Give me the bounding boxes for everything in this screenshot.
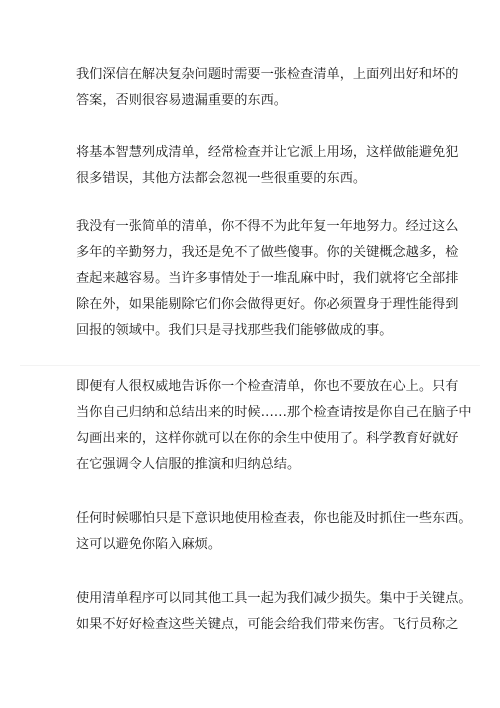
text-line: 即便有人很权威地告诉你一个检查清单，你也不要放在心上。只有 (76, 379, 459, 394)
text-line: 多年的辛勤努力，我还是免不了做些傻事。你的关键概念越多，检 (76, 245, 459, 260)
page-divider (20, 365, 480, 366)
paragraph-4 (76, 374, 472, 478)
paragraph-6 (76, 586, 472, 638)
text-line: 使用清单程序可以同其他工具一起为我们减少损失。集中于关键点。 (76, 591, 472, 606)
text-line: 我没有一张简单的清单，你不得不为此年复一年地努力。经过这么 (76, 219, 459, 234)
text-line: 除在外，如果能剔除它们你会做得更好。你必须置身于理性能得到 (76, 297, 459, 312)
paragraph-1 (76, 62, 459, 114)
text-line: 我们深信在解决复杂问题时需要一张检查清单，上面列出好和坏的 (76, 67, 459, 82)
text-line: 将基本智慧列成清单，经常检查并让它派上用场，这样做能避免犯 (76, 145, 459, 160)
text-line: 勾画出来的，这样你就可以在你的余生中使用了。科学教育好就好 (76, 431, 459, 446)
text-line: 这可以避免你陷入麻烦。 (76, 537, 222, 552)
text-line: 当你自己归纳和总结出来的时候……那个检查请按是你自己在脑子中 (76, 405, 472, 420)
text-line: 如果不好好检查这些关键点，可能会给我们带来伤害。飞行员称之 (76, 617, 459, 632)
paragraph-2 (76, 140, 459, 192)
text-line: 任何时候哪怕只是下意识地使用检查表，你也能及时抓住一些东西。 (76, 511, 472, 526)
text-line: 回报的领域中。我们只是寻找那些我们能够做成的事。 (76, 323, 393, 338)
text-line: 查起来越容易。当许多事情处于一堆乱麻中时，我们就将它全部排 (76, 271, 459, 286)
text-line: 很多错误，其他方法都会忽视一些很重要的东西。 (76, 171, 367, 186)
text-line: 答案，否则很容易遗漏重要的东西。 (76, 93, 287, 108)
paragraph-3 (76, 214, 459, 344)
paragraph-5 (76, 506, 472, 558)
text-line: 在它强调令人信服的推演和归纳总结。 (76, 457, 301, 472)
